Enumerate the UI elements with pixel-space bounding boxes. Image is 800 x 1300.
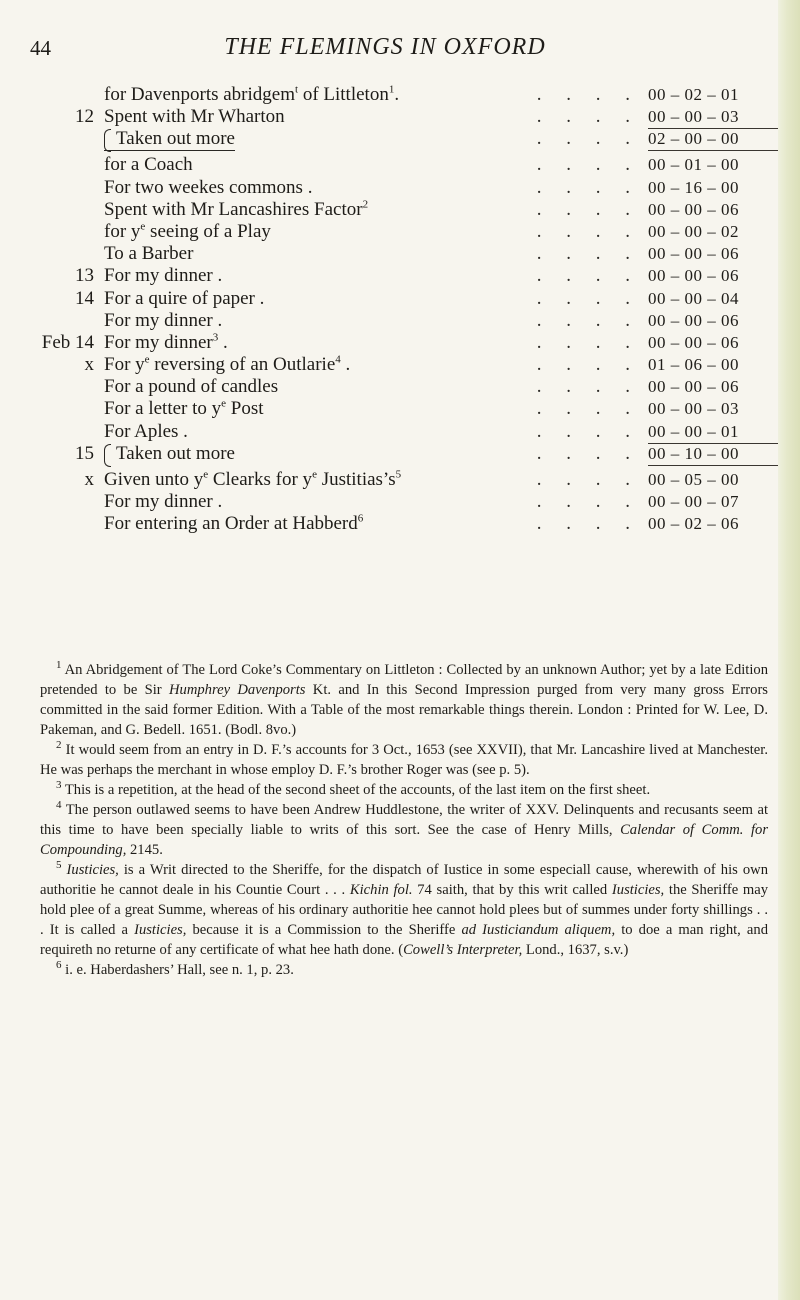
entry-amount: 00 – 02 – 01 [648,85,739,104]
entry-date: 14 [75,287,94,309]
entry-amount: 00 – 00 – 02 [648,221,739,241]
entry-date: 13 [75,265,94,287]
entry-description: Taken out more [104,443,235,465]
ledger-row [0,288,780,310]
italic-text: Iusticies, [66,862,119,878]
leader-dots: . . . . [536,376,640,398]
ledger-row [0,154,780,176]
leader-dots: . . . . [536,154,640,176]
leader-dots: . . . . [536,243,640,265]
entry-description: Spent with Mr Lancashires Factor$^2$ [104,198,369,220]
italic-text: Iusticies, [134,922,187,938]
leader-dots: . . . . [536,176,640,198]
leader-dots: . . . . [536,287,640,309]
footnote-ref: 5 [395,468,402,481]
italic-text: ad Iusticiandum aliquem, [461,922,616,938]
ledger-row [0,469,780,491]
footnote-number: 5 [56,859,62,872]
ledger-row [0,128,780,154]
ledger-row [0,332,780,354]
entry-description: for $y^e$ seeing of a Play [104,220,271,242]
ledger-row [0,421,780,443]
leader-dots: . . . . [536,468,640,490]
entry-amount: 00 – 01 – 00 [648,155,739,175]
footnote: $^5$ Iusticies, is a Writ directed to the Sheriffe, for the dispatch of Iustice in some especiall cause, wherewith of his own authoritie he cannot deale in his Countie Court . . . Kichin fol. 74 saith, that by this writ called Iusticies, the Sheriffe may hold plee of a great Summe, whereas of his ordinary authoritie hee cannot hold plees but of summes under forty shillings . . . It is called a Iusticies, because it is a Commission to the Sheriffe ad Iusticiandum aliquem, to doe a man right, and requireth no returne of any certificate of what hee hath done. (Cowell’s Interpreter, Lond., 1637, s.v.) [40,859,769,958]
footnote: $^6$ i. e. Haberdashers’ Hall, see n. 1, p. 23. [56,959,294,978]
page-edge-shading [778,0,800,1300]
page-header [0,34,770,64]
ledger-row [0,491,780,513]
entry-amount: 00 – 00 – 06 [648,266,739,286]
italic-text: Iusticies, [611,882,665,898]
footnote-ref: 6 [357,512,364,525]
entry-description: For a pound of candles [104,376,279,398]
leader-dots: . . . . [536,84,640,105]
footnote: $^2$ It would seem from an entry in D. F.’s accounts for 3 Oct., 1653 (see XXVII), that Mr. Lancashire lived at Manchester. He was perhaps the merchant in whose employ D. F.’s brother Roger was (see p. 5). [40,739,768,778]
italic-text: Calendar of Comm. for Compounding, [40,822,768,858]
entry-description: Spent with Mr Wharton [104,106,285,128]
entry-description: for a Coach [104,154,193,176]
leader-dots: . . . . [536,128,640,150]
ledger-row [0,243,780,265]
superscript-letter: e [203,468,209,481]
ledger-row [0,221,780,243]
entry-amount: 00 – 00 – 06 [648,332,739,352]
entry-amount: 00 – 00 – 04 [648,288,739,308]
entry-amount: 00 – 00 – 06 [648,244,739,264]
entry-amount: 00 – 00 – 03 [648,399,739,419]
ledger-row [0,376,780,398]
leader-dots: . . . . [536,491,640,512]
entry-description: For my dinner . [104,265,223,287]
leader-dots: . . . . [536,265,640,287]
leader-dots: . . . . [536,398,640,420]
entry-amount: 00 – 16 – 00 [648,177,739,197]
footnote-number: 3 [56,779,62,792]
leader-dots: . . . . [536,198,640,220]
entry-amount: 00 – 00 – 06 [648,199,739,219]
entry-amount: 00 – 00 – 03 [648,106,778,129]
entry-amount: 00 – 00 – 06 [648,310,739,330]
page-number: 44 [30,36,51,60]
footnote-ref: 3 [212,331,219,344]
entry-amount: 00 – 00 – 07 [648,492,739,511]
entry-amount: 00 – 05 – 00 [648,469,739,489]
italic-text: Humphrey Davenports [168,682,306,698]
entry-date: x [84,468,94,490]
footnote-number: 6 [56,959,62,972]
entry-description: for Davenports abridgem$^t$ of Littleton$^1$. [104,83,400,105]
entry-amount: 00 – 00 – 01 [648,421,778,444]
ledger-row [0,398,780,420]
leader-dots: . . . . [536,420,640,442]
footnote-ref: 2 [362,198,369,211]
ledger-row [0,310,780,332]
leader-dots: . . . . [536,331,640,353]
entry-description: For a quire of paper . [104,287,265,309]
footnotes [40,660,768,980]
entry-description: For my dinner$^3$ . [104,331,228,353]
ledger-row [0,106,780,128]
ledger-row [0,199,780,221]
entry-amount: 00 – 10 – 00 [648,443,778,466]
superscript-letter: e [140,220,146,233]
entry-description: For two weekes commons . [104,176,313,198]
entry-date: Feb 14 [41,331,94,353]
superscript-letter: e [221,398,227,411]
ledger-row [0,177,780,199]
ledger-row [0,354,780,376]
italic-text: Kichin fol. [349,882,413,898]
superscript-letter: t [295,83,299,96]
entry-amount: 01 – 06 – 00 [648,355,739,375]
footnote: $^1$ An Abridgement of The Lord Coke’s Commentary on Littleton : Collected by an unknown Author; yet by a late Edition pretended to be Sir Humphrey Davenports Kt. and In this Second Impression purged from very many gross Errors committed in the said former Edition. With a Table of the most remarkable things therein. London : Printed for W. Lee, D. Pakeman, and G. Bedell. 1651. (Bodl. 8vo.) [40,659,768,738]
leader-dots: . . . . [536,220,640,242]
italic-text: Cowell’s Interpreter, [403,942,523,958]
leader-dots: . . . . [536,309,640,331]
account-ledger [0,84,780,535]
entry-date: 15 [75,442,94,464]
entry-amount: 00 – 00 – 06 [648,377,739,397]
footnote-ref: 4 [335,353,341,366]
entry-date: x [84,354,94,376]
entry-description: Given unto $y^e$ Clearks for $y^e$ $Justitias’s^5$ [104,468,402,490]
ledger-row [0,265,780,287]
entry-description: For Aples . [104,420,188,442]
entry-description: For entering an Order at Habberd$^6$ [104,512,364,535]
ledger-row [0,84,780,106]
superscript-letter: e [144,353,150,366]
leader-dots: . . . . [536,106,640,128]
entry-date: 12 [75,106,94,128]
leader-dots: . . . . [536,442,640,464]
footnote: $^3$ This is a repetition, at the head of the second sheet of the accounts, of the last item on the first sheet. [56,779,651,798]
footnote-number: 4 [56,799,62,812]
leader-dots: . . . . [536,354,640,376]
footnote: $^4$ The person outlawed seems to have been Andrew Huddlestone, the writer of XXV. Delinquents and recusants seem at this time to have been specially liable to writs of this sort. See the case of Henry Mills, Calendar of Comm. for Compounding, 2145. [40,799,768,858]
ledger-row [0,513,780,535]
entry-description: Taken out more [104,128,235,151]
entry-amount: 00 – 02 – 06 [648,514,739,534]
entry-description: For my dinner . [104,491,223,512]
entry-description: For $y^e$ reversing of an Outlarie$^4$ . [104,353,351,376]
footnote-ref: 1 [388,83,395,96]
entry-amount: 02 – 00 – 00 [648,128,778,151]
superscript-letter: e [312,468,317,481]
footnote-number: 2 [56,739,62,752]
running-title: THE FLEMINGS IN OXFORD [224,34,546,60]
entry-description: To a Barber [104,243,194,265]
entry-description: For my dinner . [104,309,223,331]
footnote-number: 1 [56,659,62,672]
entry-description: For a letter to $y^e$ Post [104,398,264,420]
ledger-row [0,443,780,469]
leader-dots: . . . . [536,513,640,535]
